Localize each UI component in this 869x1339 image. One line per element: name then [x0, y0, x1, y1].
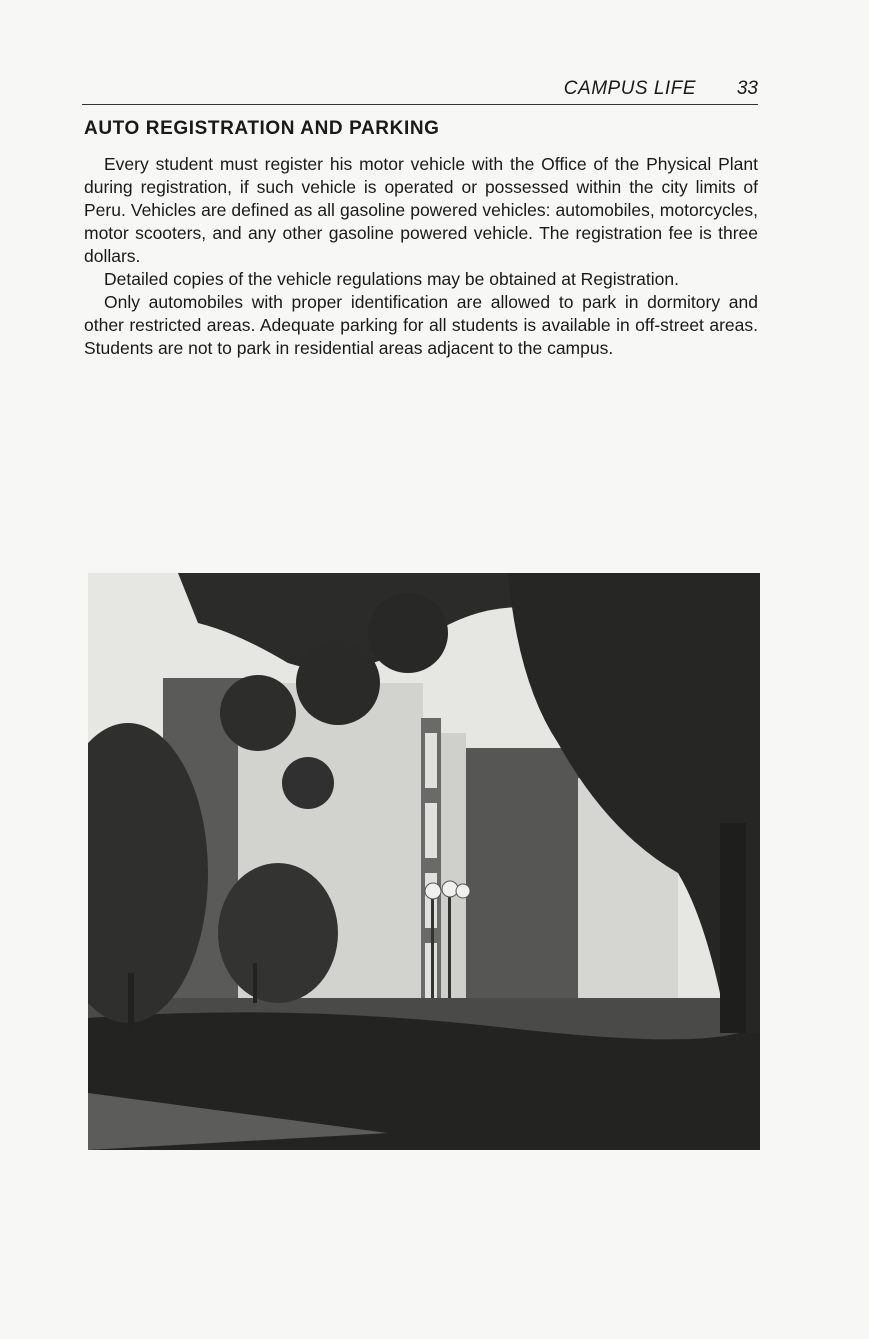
campus-building-photo [88, 573, 760, 1150]
photo-illustration [88, 573, 760, 1150]
paragraph: Detailed copies of the vehicle regulations may be obtained at Registration. [104, 269, 679, 289]
paragraph: Only automobiles with proper identification are allowed to park in dormitory and other restricted areas. Adequate parking for all students is available in off-street areas. Students are not to park in residential areas adjacent to the campus. [84, 292, 758, 358]
paragraph: Every student must register his motor vehicle with the Office of the Physical Plant during registration, if such vehicle is operated or possessed within the city limits of Peru. Vehicles are defined as all gasoline powered vehicles: automobiles, motorcycles, motor scooters, and any other gasoline powered vehicle. The registration fee is three dollars. [84, 154, 758, 266]
tree-trunk [720, 823, 746, 1033]
article-body [84, 153, 758, 360]
section-title: CAMPUS LIFE [563, 78, 696, 99]
running-head [82, 76, 758, 105]
article-title: AUTO REGISTRATION AND PARKING [84, 118, 440, 139]
lamp-globe [425, 883, 441, 899]
small-tree [218, 863, 338, 1003]
page-number: 33 [736, 78, 758, 99]
building-right-tower [466, 748, 581, 1023]
